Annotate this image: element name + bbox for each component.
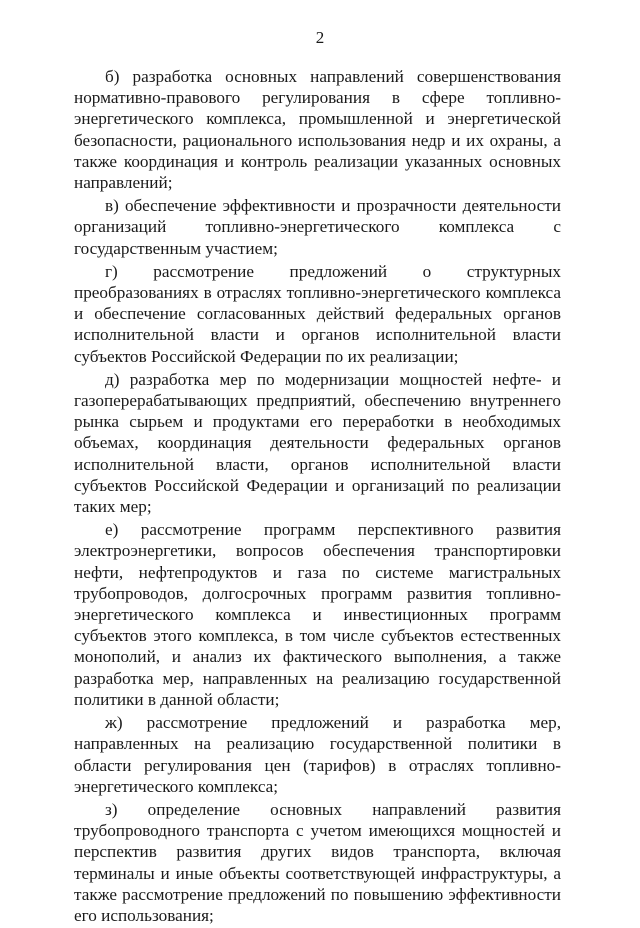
paragraph-b: б) разработка основных направлений совершенствования нормативно-правового регулирования в сфере топливно-энергетического комплекса, промышленной и энергетической безопасности, рационального использования недр и их охраны, а также координация и контроль реализации указанных основных направлений; xyxy=(74,67,561,193)
paragraph-v: в) обеспечение эффективности и прозрачности деятельности организаций топливно-энергетического комплекса с государственным участием; xyxy=(74,196,561,258)
page-number: 2 xyxy=(315,28,325,47)
document-body xyxy=(74,66,561,928)
paragraph-zh: ж) рассмотрение предложений и разработка мер, направленных на реализацию государственной политики в области регулирования цен (тарифов) в отраслях топливно-энергетического комплекса; xyxy=(74,713,561,796)
paragraph-d: д) разработка мер по модернизации мощностей нефте- и газоперерабатывающих предприятий, обеспечению внутреннего рынка сырьем и продуктами его переработки в необходимых объемах, координация деятельности федеральных органов исполнительной власти, органов исполнительной власти субъектов Российской Федерации и организаций по реализации таких мер; xyxy=(74,369,561,517)
paragraph-g: г) рассмотрение предложений о структурных преобразованиях в отраслях топливно-энергетического комплекса и обеспечение согласованных действий федеральных органов исполнительной власти и органов исполнительной власти субъектов Российской Федерации по их реализации; xyxy=(74,261,561,366)
paragraph-z: з) определение основных направлений развития трубопроводного транспорта с учетом имеющихся мощностей и перспектив развития других видов транспорта, включая терминалы и иные объекты соответствующей инфраструктуры, а также рассмотрение предложений по повышению эффективности его использования; xyxy=(74,799,561,925)
paragraph-e: е) рассмотрение программ перспективного развития электроэнергетики, вопросов обеспечения транспортировки нефти, нефтепродуктов и газа по системе магистральных трубопроводов, долгосрочных программ развития топливно-энергетического комплекса и инвестиционных программ субъектов этого комплекса, в том числе субъектов естественных монополий, и анализ их фактического выполнения, а также разработка мер, направленных на реализацию государственной политики в данной области; xyxy=(74,520,561,709)
